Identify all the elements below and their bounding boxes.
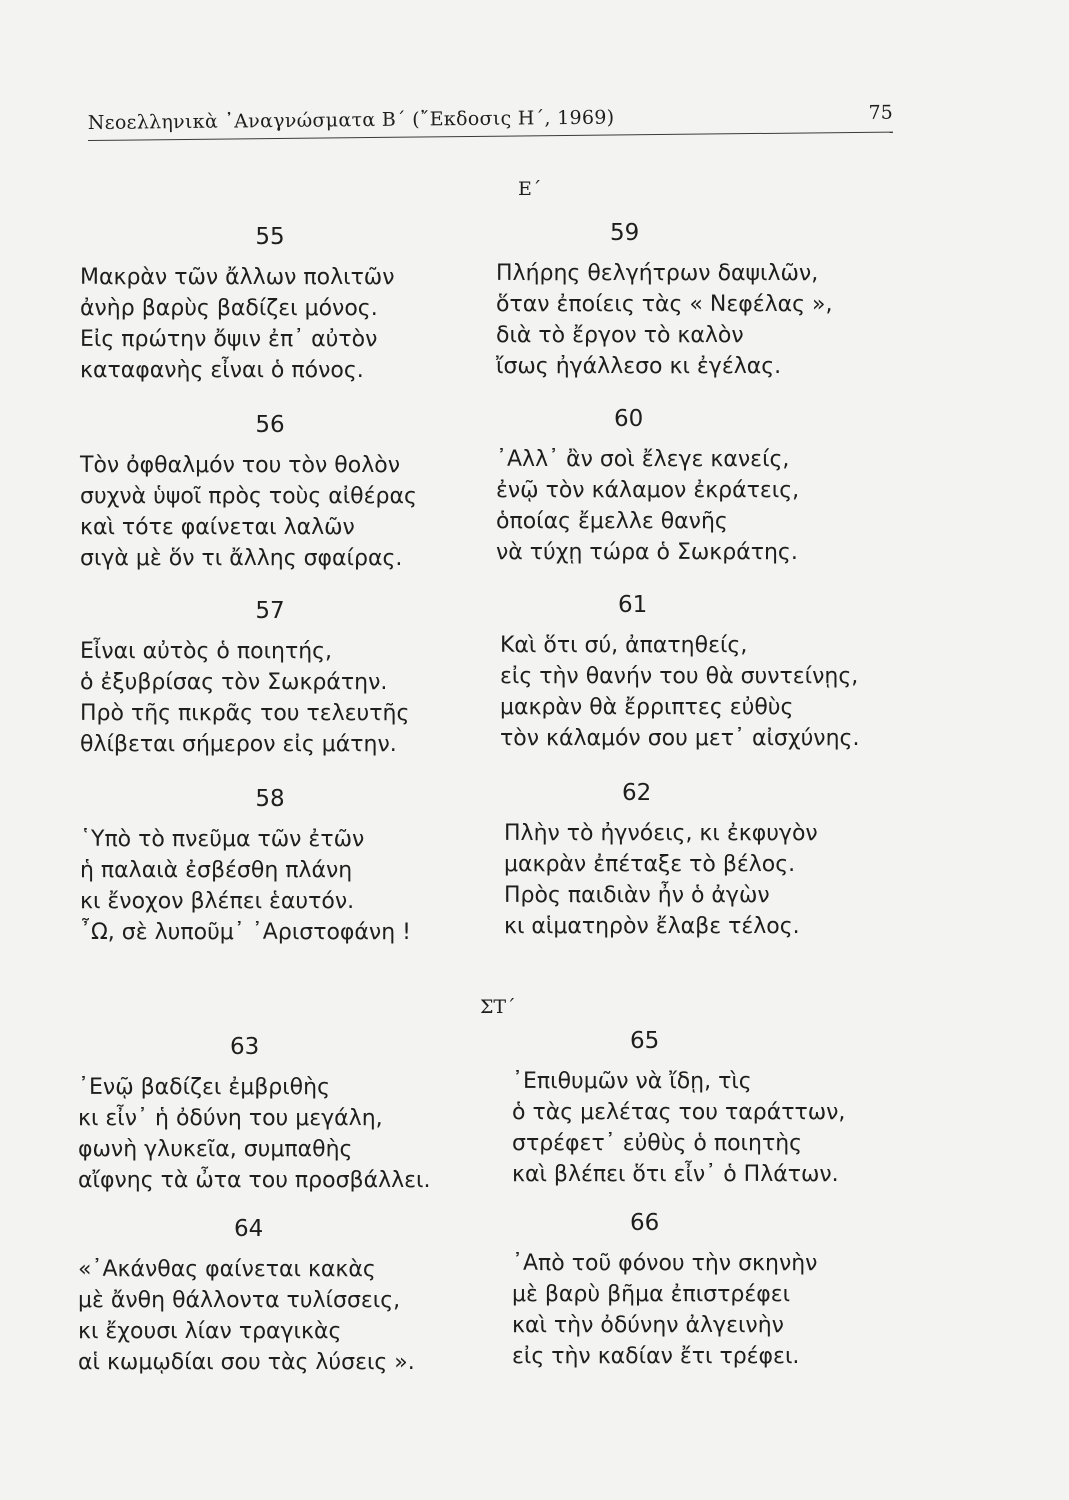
poem-line: θλίβεται σήμερον εἰς μάτην. bbox=[80, 732, 397, 757]
poem-number: 63 bbox=[230, 1034, 260, 1060]
poem-line: ῏Ω, σὲ λυποῦμ᾿ ᾿Αριστοφάνη ! bbox=[80, 920, 411, 945]
poem-line: αἴφνης τὰ ὦτα του προσβάλλει. bbox=[78, 1168, 431, 1193]
poem-number: 65 bbox=[630, 1028, 660, 1054]
poem-line: ἴσως ἠγάλλεσο κι ἐγέλας. bbox=[496, 354, 782, 379]
poem-line: διὰ τὸ ἔργον τὸ καλὸν bbox=[496, 323, 744, 348]
poem-line: κι ἔχουσι λίαν τραγικὰς bbox=[78, 1319, 342, 1344]
poem-65 bbox=[512, 1024, 932, 1190]
poem-55 bbox=[80, 220, 460, 386]
poem-line: κι εἶν᾿ ἡ ὀδύνη του μεγάλη, bbox=[78, 1106, 383, 1131]
running-title: Νεοελληνικὰ ᾿Αναγνώσματα Β΄ (῎Εκδοσις Η΄, 1969) bbox=[87, 106, 615, 135]
poem-line: φωνὴ γλυκεῖα, συμπαθὴς bbox=[78, 1137, 353, 1162]
poem-line: Πλὴν τὸ ἠγνόεις, κι ἐκφυγὸν bbox=[504, 821, 818, 846]
poem-line: μακρὰν ἐπέταξε τὸ βέλος. bbox=[504, 852, 796, 877]
poem-number: 59 bbox=[610, 220, 640, 246]
poem-line: αἱ κωμῳδίαι σου τὰς λύσεις ». bbox=[78, 1350, 415, 1375]
poem-line: στρέφετ᾿ εὐθὺς ὁ ποιητὴς bbox=[512, 1131, 803, 1156]
poem-line: ᾿Επιθυμῶν νὰ ἴδῃ, τὶς bbox=[512, 1069, 752, 1094]
poem-line: ὅταν ἐποίεις τὰς « Νεφέλας », bbox=[496, 292, 833, 317]
poem-number: 56 bbox=[255, 412, 285, 438]
poem-56 bbox=[80, 408, 460, 574]
poem-number: 66 bbox=[630, 1210, 660, 1236]
poem-60 bbox=[496, 402, 916, 568]
poem-line: ῾Υπὸ τὸ πνεῦμα τῶν ἐτῶν bbox=[80, 827, 365, 852]
section-heading-st: ΣΤ΄ bbox=[480, 996, 516, 1018]
poem-line: κι ἔνοχον βλέπει ἑαυτόν. bbox=[80, 889, 355, 914]
poem-line: ὁ τὰς μελέτας του ταράττων, bbox=[512, 1100, 846, 1125]
page-number: 75 bbox=[868, 101, 893, 124]
poem-line: κι αἱματηρὸν ἔλαβε τέλος. bbox=[504, 914, 800, 939]
poem-number: 64 bbox=[234, 1216, 264, 1242]
poem-63 bbox=[78, 1030, 498, 1196]
poem-line: εἰς τὴν θανήν του θὰ συντείνῃς, bbox=[500, 664, 859, 689]
poem-line: συχνὰ ὑψοῖ πρὸς τοὺς αἰθέρας bbox=[80, 484, 417, 509]
poem-line: ᾿Ενῷ βαδίζει ἐμβριθὴς bbox=[78, 1075, 331, 1100]
poem-line: τὸν κάλαμόν σου μετ᾿ αἰσχύνης. bbox=[500, 726, 860, 751]
poem-line: εἰς τὴν καδίαν ἔτι τρέφει. bbox=[512, 1344, 800, 1369]
poem-line: ἀνὴρ βαρὺς βαδίζει μόνος. bbox=[80, 296, 378, 321]
page-header bbox=[88, 100, 893, 141]
poem-line: ὁ ἐξυβρίσας τὸν Σωκράτην. bbox=[80, 670, 388, 695]
poem-line: καὶ τὴν ὀδύνην ἀλγεινὴν bbox=[512, 1313, 784, 1338]
poem-number: 58 bbox=[255, 786, 285, 812]
section-heading-e: Ε΄ bbox=[518, 178, 542, 200]
poem-line: μακρὰν θὰ ἔρριπτες εὐθὺς bbox=[500, 695, 794, 720]
poem-line: Εἰς πρώτην ὄψιν ἐπ᾿ αὐτὸν bbox=[80, 327, 378, 352]
poem-number: 55 bbox=[255, 224, 285, 250]
poem-line: «᾿Ακάνθας φαίνεται κακὰς bbox=[78, 1257, 376, 1282]
poem-line: Μακρὰν τῶν ἄλλων πολιτῶν bbox=[80, 265, 395, 290]
poem-58 bbox=[80, 782, 460, 948]
poem-66 bbox=[512, 1206, 932, 1372]
poem-line: μὲ βαρὺ βῆμα ἐπιστρέφει bbox=[512, 1282, 791, 1307]
poem-line: Τὸν ὀφθαλμόν του τὸν θολὸν bbox=[80, 453, 400, 478]
poem-line: μὲ ἄνθη θάλλοντα τυλίσσεις, bbox=[78, 1288, 401, 1313]
poem-line: Πλήρης θελγήτρων δαψιλῶν, bbox=[496, 261, 819, 286]
poem-57 bbox=[80, 594, 460, 760]
poem-line: Πρὸ τῆς πικρᾶς του τελευτῆς bbox=[80, 701, 410, 726]
poem-59 bbox=[496, 216, 916, 382]
poem-line: ᾿Αλλ᾿ ἂν σοὶ ἔλεγε κανείς, bbox=[496, 447, 790, 472]
poem-number: 60 bbox=[614, 406, 644, 432]
poem-line: σιγὰ μὲ ὅν τι ἄλλης σφαίρας. bbox=[80, 546, 403, 571]
poem-line: ὁποίας ἔμελλε θανῆς bbox=[496, 509, 728, 534]
poem-line: ᾿Απὸ τοῦ φόνου τὴν σκηνὴν bbox=[512, 1251, 818, 1276]
poem-number: 57 bbox=[255, 598, 285, 624]
poem-line: Εἶναι αὐτὸς ὁ ποιητής, bbox=[80, 639, 333, 664]
poem-61 bbox=[500, 588, 920, 754]
poem-line: ἡ παλαιὰ ἐσβέσθη πλάνη bbox=[80, 858, 353, 883]
poem-62 bbox=[504, 776, 924, 942]
poem-number: 61 bbox=[618, 592, 648, 618]
poem-line: νὰ τύχῃ τώρα ὁ Σωκράτης. bbox=[496, 540, 798, 565]
poem-line: ἐνῷ τὸν κάλαμον ἐκράτεις, bbox=[496, 478, 800, 503]
poem-line: καὶ βλέπει ὅτι εἶν᾿ ὁ Πλάτων. bbox=[512, 1162, 839, 1187]
poem-64 bbox=[78, 1212, 498, 1378]
poem-line: Πρὸς παιδιὰν ἦν ὁ ἀγὼν bbox=[504, 883, 770, 908]
poem-line: καὶ τότε φαίνεται λαλῶν bbox=[80, 515, 355, 540]
poem-line: καταφανὴς εἶναι ὁ πόνος. bbox=[80, 358, 364, 383]
poem-line: Καὶ ὅτι σύ, ἀπατηθείς, bbox=[500, 633, 748, 658]
poem-number: 62 bbox=[622, 780, 652, 806]
